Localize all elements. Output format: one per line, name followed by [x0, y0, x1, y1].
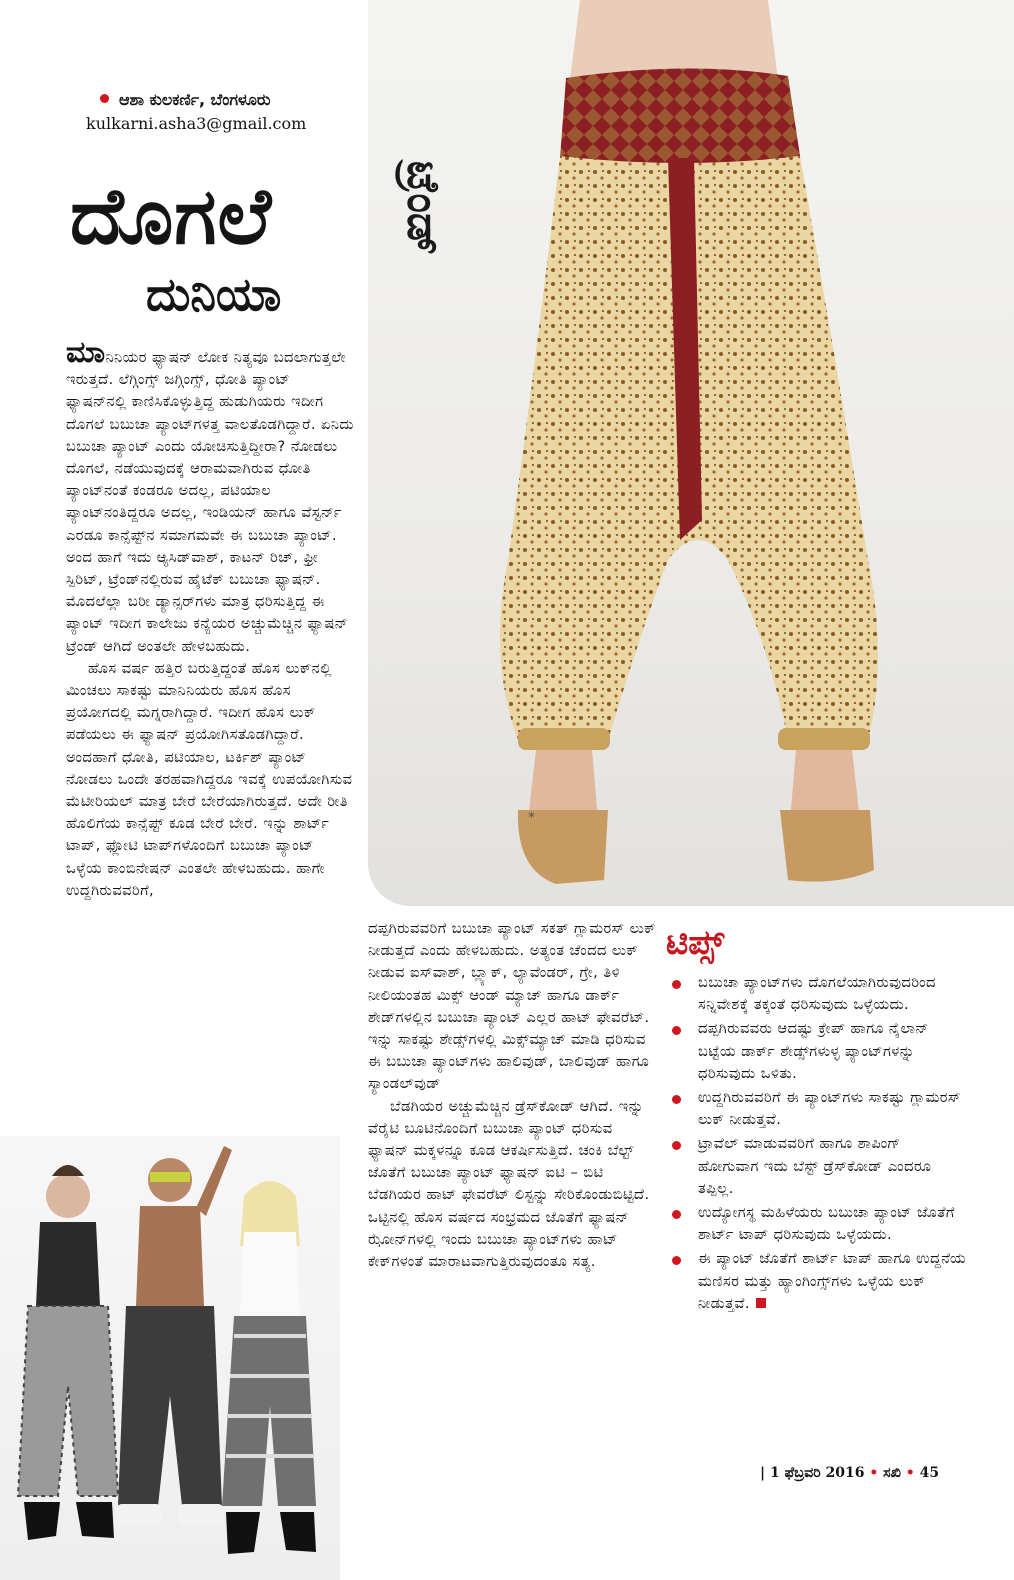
- article-paragraph-1: [66, 335, 354, 658]
- tip-item-text: ಈ ಪ್ಯಾಂಟ್ ಜೊತೆಗೆ ಶಾರ್ಟ್ ಟಾಪ್ ಹಾಗೂ ಉದ್ದನೆಯ ಮಣಿಸರ ಮತ್ತು ಹ್ಯಾಂಗಿಂಗ್ಸ್‌ಗಳು ಒಳ್ಳೆಯ ಲುಕ್ ನೀಡುತ್ತವೆ.: [698, 1251, 966, 1312]
- byline-author: [100, 88, 360, 112]
- hero-photo-harem-pants: [368, 0, 1014, 906]
- footer-bullet: •: [869, 1465, 879, 1481]
- tips-list: [666, 972, 966, 1317]
- article-paragraph-1-text: ನಿನಿಯರ ಫ್ಯಾಷನ್ ಲೋಕ ನಿತ್ಯವೂ ಬದಲಾಗುತ್ತಲೇ ಇರುತ್ತದೆ. ಲೆಗ್ಗಿಂಗ್ಸ್ ಜಗ್ಗಿಂಗ್ಸ್, ಧೋತಿ ಪ್ಯಾಂಟ್ ಫ್ಯಾಷನ್‌ನಲ್ಲಿ ಕಾಣಿಸಿಕೊಳ್ಳುತ್ತಿದ್ದ ಹುಡುಗಿಯರು ಇದೀಗ ದೊಗಲೆ ಬಬುಚಾ ಪ್ಯಾಂಟ್‌ಗಳತ್ತ ವಾಲತೊಡಗಿದ್ದಾರೆ. ಏನಿದು ಬಬುಚಾ ಪ್ಯಾಂಟ್ ಎಂದು ಯೋಚಿಸುತ್ತಿದ್ದೀರಾ? ನೋಡಲು ದೊಗಲೆ, ನಡೆಯುವುದಕ್ಕೆ ಆರಾಮವಾಗಿರುವ ಧೋತಿ ಪ್ಯಾಂಟ್‌ನಂತೆ ಕಂಡರೂ ಅದಲ್ಲ, ಪಟಿಯಾಲ ಪ್ಯಾಂಟ್‌ನಂತಿದ್ದರೂ ಅದಲ್ಲ, ಇಂಡಿಯನ್ ಹಾಗೂ ವೆಸ್ಟರ್ನ್ ಎರಡೂ ಕಾನ್ಸೆಪ್ಟ್‌ನ ಸಮಾಗಮವೇ ಈ ಬಬುಚಾ ಪ್ಯಾಂಟ್. ಅಂದ ಹಾಗೆ ಇದು ಆ್ಯಸಿಡ್‌ವಾಶ್, ಕಾಟನ್ ರಿಚ್, ಫ್ರೀ ಸ್ಪಿರಿಟ್, ಟ್ರೆಂಡ್‌ನಲ್ಲಿರುವ ಹೈಟೆಕ್ ಬಬುಚಾ ಫ್ಯಾಷನ್. ಮೊದಲೆಲ್ಲಾ ಬರೀ ಡ್ಯಾನ್ಸರ್‌ಗಳು ಮಾತ್ರ ಧರಿಸುತ್ತಿದ್ದ ಈ ಪ್ಯಾಂಟ್ ಇದೀಗ ಕಾಲೇಜು ಕನ್ಯೆಯರ ಅಚ್ಚುಮೆಚ್ಚಿನ ಫ್ಯಾಷನ್ ಟ್ರೆಂಡ್ ಆಗಿದೆ ಅಂತಲೇ ಹೇಳಬಹುದು.: [66, 350, 354, 655]
- dropcap: ಮಾ: [66, 335, 106, 370]
- side-label-trend: ಟ್ರೆಂಡ್: [397, 160, 449, 256]
- end-mark-icon: [756, 1298, 766, 1308]
- headline-line-2: ದುನಿಯಾ: [146, 267, 282, 321]
- svg-text:*: *: [528, 810, 535, 826]
- author-email[interactable]: kulkarni.asha3@gmail.com: [86, 114, 307, 133]
- article-column-2: [368, 918, 656, 1273]
- article-paragraph-3: ದಪ್ಪಗಿರುವವರಿಗೆ ಬಬುಚಾ ಪ್ಯಾಂಟ್ ಸಕತ್ ಗ್ಲಾಮರಸ್ ಲುಕ್ ನೀಡುತ್ತದೆ ಎಂದು ಹೇಳಬಹುದು. ಅತ್ಯಂತ ಚೆಂದದ ಲುಕ್ ನೀಡುವ ಐಸ್‌ವಾಶ್, ಬ್ಲ್ಯಾಕ್, ಲ್ಯಾವೆಂಡರ್, ಗ್ರೇ, ತಿಳಿ ನೀಲಿಯಂತಹ ಮಿಕ್ಸ್ ಆಂಡ್ ಮ್ಯಾಚ್ ಹಾಗೂ ಡಾರ್ಕ್ ಶೇಡ್‌ಗಳಲ್ಲಿನ ಬಬುಚಾ ಪ್ಯಾಂಟ್ ಎಲ್ಲರ ಹಾಟ್ ಫೇವರೆಟ್. ಇನ್ನು ಸಾಕಷ್ಟು ಶೇಡ್ಸ್‌ಗಳಲ್ಲಿ ಮಿಕ್ಸ್‌ಮ್ಯಾಚ್ ಮಾಡಿ ಧರಿಸುವ ಈ ಬಬುಚಾ ಪ್ಯಾಂಟ್‌ಗಳು ಹಾಲಿವುಡ್, ಬಾಲಿವುಡ್ ಹಾಗೂ ಸ್ಯಾಂಡಲ್‌ವುಡ್: [368, 921, 656, 1093]
- tip-item-last: [666, 1248, 966, 1315]
- tip-item: ದಪ್ಪಗಿರುವವರು ಆದಷ್ಟು ಕ್ರೇಪ್ ಹಾಗೂ ನೈಲಾನ್ ಬಟ್ಟೆಯ ಡಾರ್ಕ್ ಶೇಡ್ಸ್‌ಗಳುಳ್ಳ ಪ್ಯಾಂಟ್‌ಗಳನ್ನು ಧರಿಸುವುದು ಒಳಿತು.: [666, 1018, 966, 1085]
- byline-bullet: [100, 94, 109, 103]
- author-name: ಆಶಾ ಕುಲಕರ್ಣಿ, ಬೆಂಗಳೂರು: [119, 90, 271, 109]
- tip-item: ಉದ್ದಗಿರುವವರಿಗೆ ಈ ಪ್ಯಾಂಟ್‌ಗಳು ಸಾಕಷ್ಟು ಗ್ಲಾಮರಸ್ ಲುಕ್ ನೀಡುತ್ತವೆ.: [666, 1087, 966, 1131]
- headline-line-1: ದೊಗಲೆ: [70, 172, 273, 262]
- footer-divider: |: [760, 1465, 770, 1481]
- lower-photo-illustration: [0, 1136, 340, 1580]
- tip-item: ಉದ್ಯೋಗಸ್ಥ ಮಹಿಳೆಯರು ಬಬುಚಾ ಪ್ಯಾಂಟ್ ಜೊತೆಗೆ ಶಾರ್ಟ್ ಟಾಪ್ ಧರಿಸುವುದು ಒಳ್ಳೆಯದು.: [666, 1202, 966, 1246]
- article-paragraph-2: ಹೊಸ ವರ್ಷ ಹತ್ತಿರ ಬರುತ್ತಿದ್ದಂತೆ ಹೊಸ ಲುಕ್‌ನಲ್ಲಿ ಮಿಂಚಲು ಸಾಕಷ್ಟು ಮಾನಿನಿಯರು ಹೊಸ ಹೊಸ ಪ್ರಯೋಗದಲ್ಲಿ ಮಗ್ನರಾಗಿದ್ದಾರೆ. ಇದೀಗ ಹೊಸ ಲುಕ್ ಪಡೆಯಲು ಈ ಫ್ಯಾಷನ್ ಪ್ರಯೋಗಿಸತೊಡಗಿದ್ದಾರೆ. ಅಂದಹಾಗೆ ಧೋತಿ, ಪಟಿಯಾಲ, ಟರ್ಕಿಶ್ ಪ್ಯಾಂಟ್ ನೋಡಲು ಒಂದೇ ತರಹವಾಗಿದ್ದರೂ ಇವಕ್ಕೆ ಉಪಯೋಗಿಸುವ ಮೆಟೀರಿಯಲ್ ಮಾತ್ರ ಬೇರೆ ಬೇರೆಯಾಗಿರುತ್ತದೆ. ಅದೇ ರೀತಿ ಹೊಲಿಗೆಯ ಕಾನ್ಸೆಪ್ಟ್ ಕೂಡ ಬೇರೆ ಬೇರೆ. ಇನ್ನು ಶಾರ್ಟ್ ಟಾಪ್, ಫ್ಲೋಟಿ ಟಾಪ್‌ಗಳೊಂದಿಗೆ ಬಬುಚಾ ಪ್ಯಾಂಟ್ ಒಳ್ಳೆಯ ಕಾಂಬಿನೇಷನ್ ಎಂತಲೇ ಹೇಳಬಹುದು. ಹಾಗೇ ಉದ್ದಗಿರುವವರಿಗೆ,: [66, 660, 353, 899]
- tips-heading: ಟಿಪ್ಸ್: [666, 923, 725, 963]
- tip-item: ಬಬುಚಾ ಪ್ಯಾಂಟ್‌ಗಳು ದೊಗಲೆಯಾಗಿರುವುದರಿಂದ ಸನ್ನಿವೇಶಕ್ಕೆ ತಕ್ಕಂತೆ ಧರಿಸುವುದು ಒಳ್ಳೆಯದು.: [666, 972, 966, 1016]
- issue-date: 1 ಫೆಬ್ರವರಿ 2016: [769, 1465, 865, 1481]
- lower-photo-three-figures: [0, 1136, 340, 1580]
- article-column-1: [66, 335, 354, 902]
- page-footer: [760, 1462, 980, 1484]
- article-paragraph-4: ಬೆಡಗಿಯರ ಅಚ್ಚುಮೆಚ್ಚಿನ ಡ್ರೆಸ್‌ಕೋಡ್ ಆಗಿದೆ. ಇನ್ನು ವೆರೈಟಿ ಬೂಟಿನೊಂದಿಗೆ ಬಬುಚಾ ಪ್ಯಾಂಟ್ ಧರಿಸುವ ಫ್ಯಾಷನ್ ಮಕ್ಕಳನ್ನೂ ಕೂಡ ಆಕರ್ಷಿಸುತ್ತಿದೆ. ಚಂಕಿ ಬೆಲ್ಟ್ ಜೊತೆಗೆ ಬಬುಚಾ ಪ್ಯಾಂಟ್ ಫ್ಯಾಷನ್ ಐಟಿ – ಬಿಟಿ ಬೆಡಗಿಯರ ಹಾಟ್ ಫೇವರೆಟ್ ಲಿಸ್ಟನ್ನು ಸೇರಿಕೊಂಡುಬಿಟ್ಟಿದೆ. ಒಟ್ಟಿನಲ್ಲಿ ಹೊಸ ವರ್ಷದ ಸಂಭ್ರಮದ ಜೊತೆಗೆ ಫ್ಯಾಷನ್ ಝೋನ್‌ಗಳಲ್ಲಿ ಇಂದು ಬಬುಚಾ ಪ್ಯಾಂಟ್‌ಗಳು ಹಾಟ್ ಕೇಕ್‌ಗಳಂತೆ ಮಾರಾಟವಾಗುತ್ತಿರುವುದಂತೂ ಸತ್ಯ.: [368, 1098, 650, 1271]
- magazine-name: ಸಖಿ: [883, 1465, 901, 1481]
- hero-photo-illustration: [368, 0, 1014, 906]
- footer-bullet: •: [905, 1465, 915, 1481]
- tip-item: ಟ್ರಾವೆಲ್ ಮಾಡುವವರಿಗೆ ಹಾಗೂ ಶಾಪಿಂಗ್ ಹೋಗುವಾಗ ಇದು ಬೆಸ್ಟ್ ಡ್ರೆಸ್‌ಕೋಡ್ ಎಂದರೂ ತಪ್ಪಿಲ್ಲ.: [666, 1133, 966, 1200]
- page-number: 45: [919, 1465, 940, 1481]
